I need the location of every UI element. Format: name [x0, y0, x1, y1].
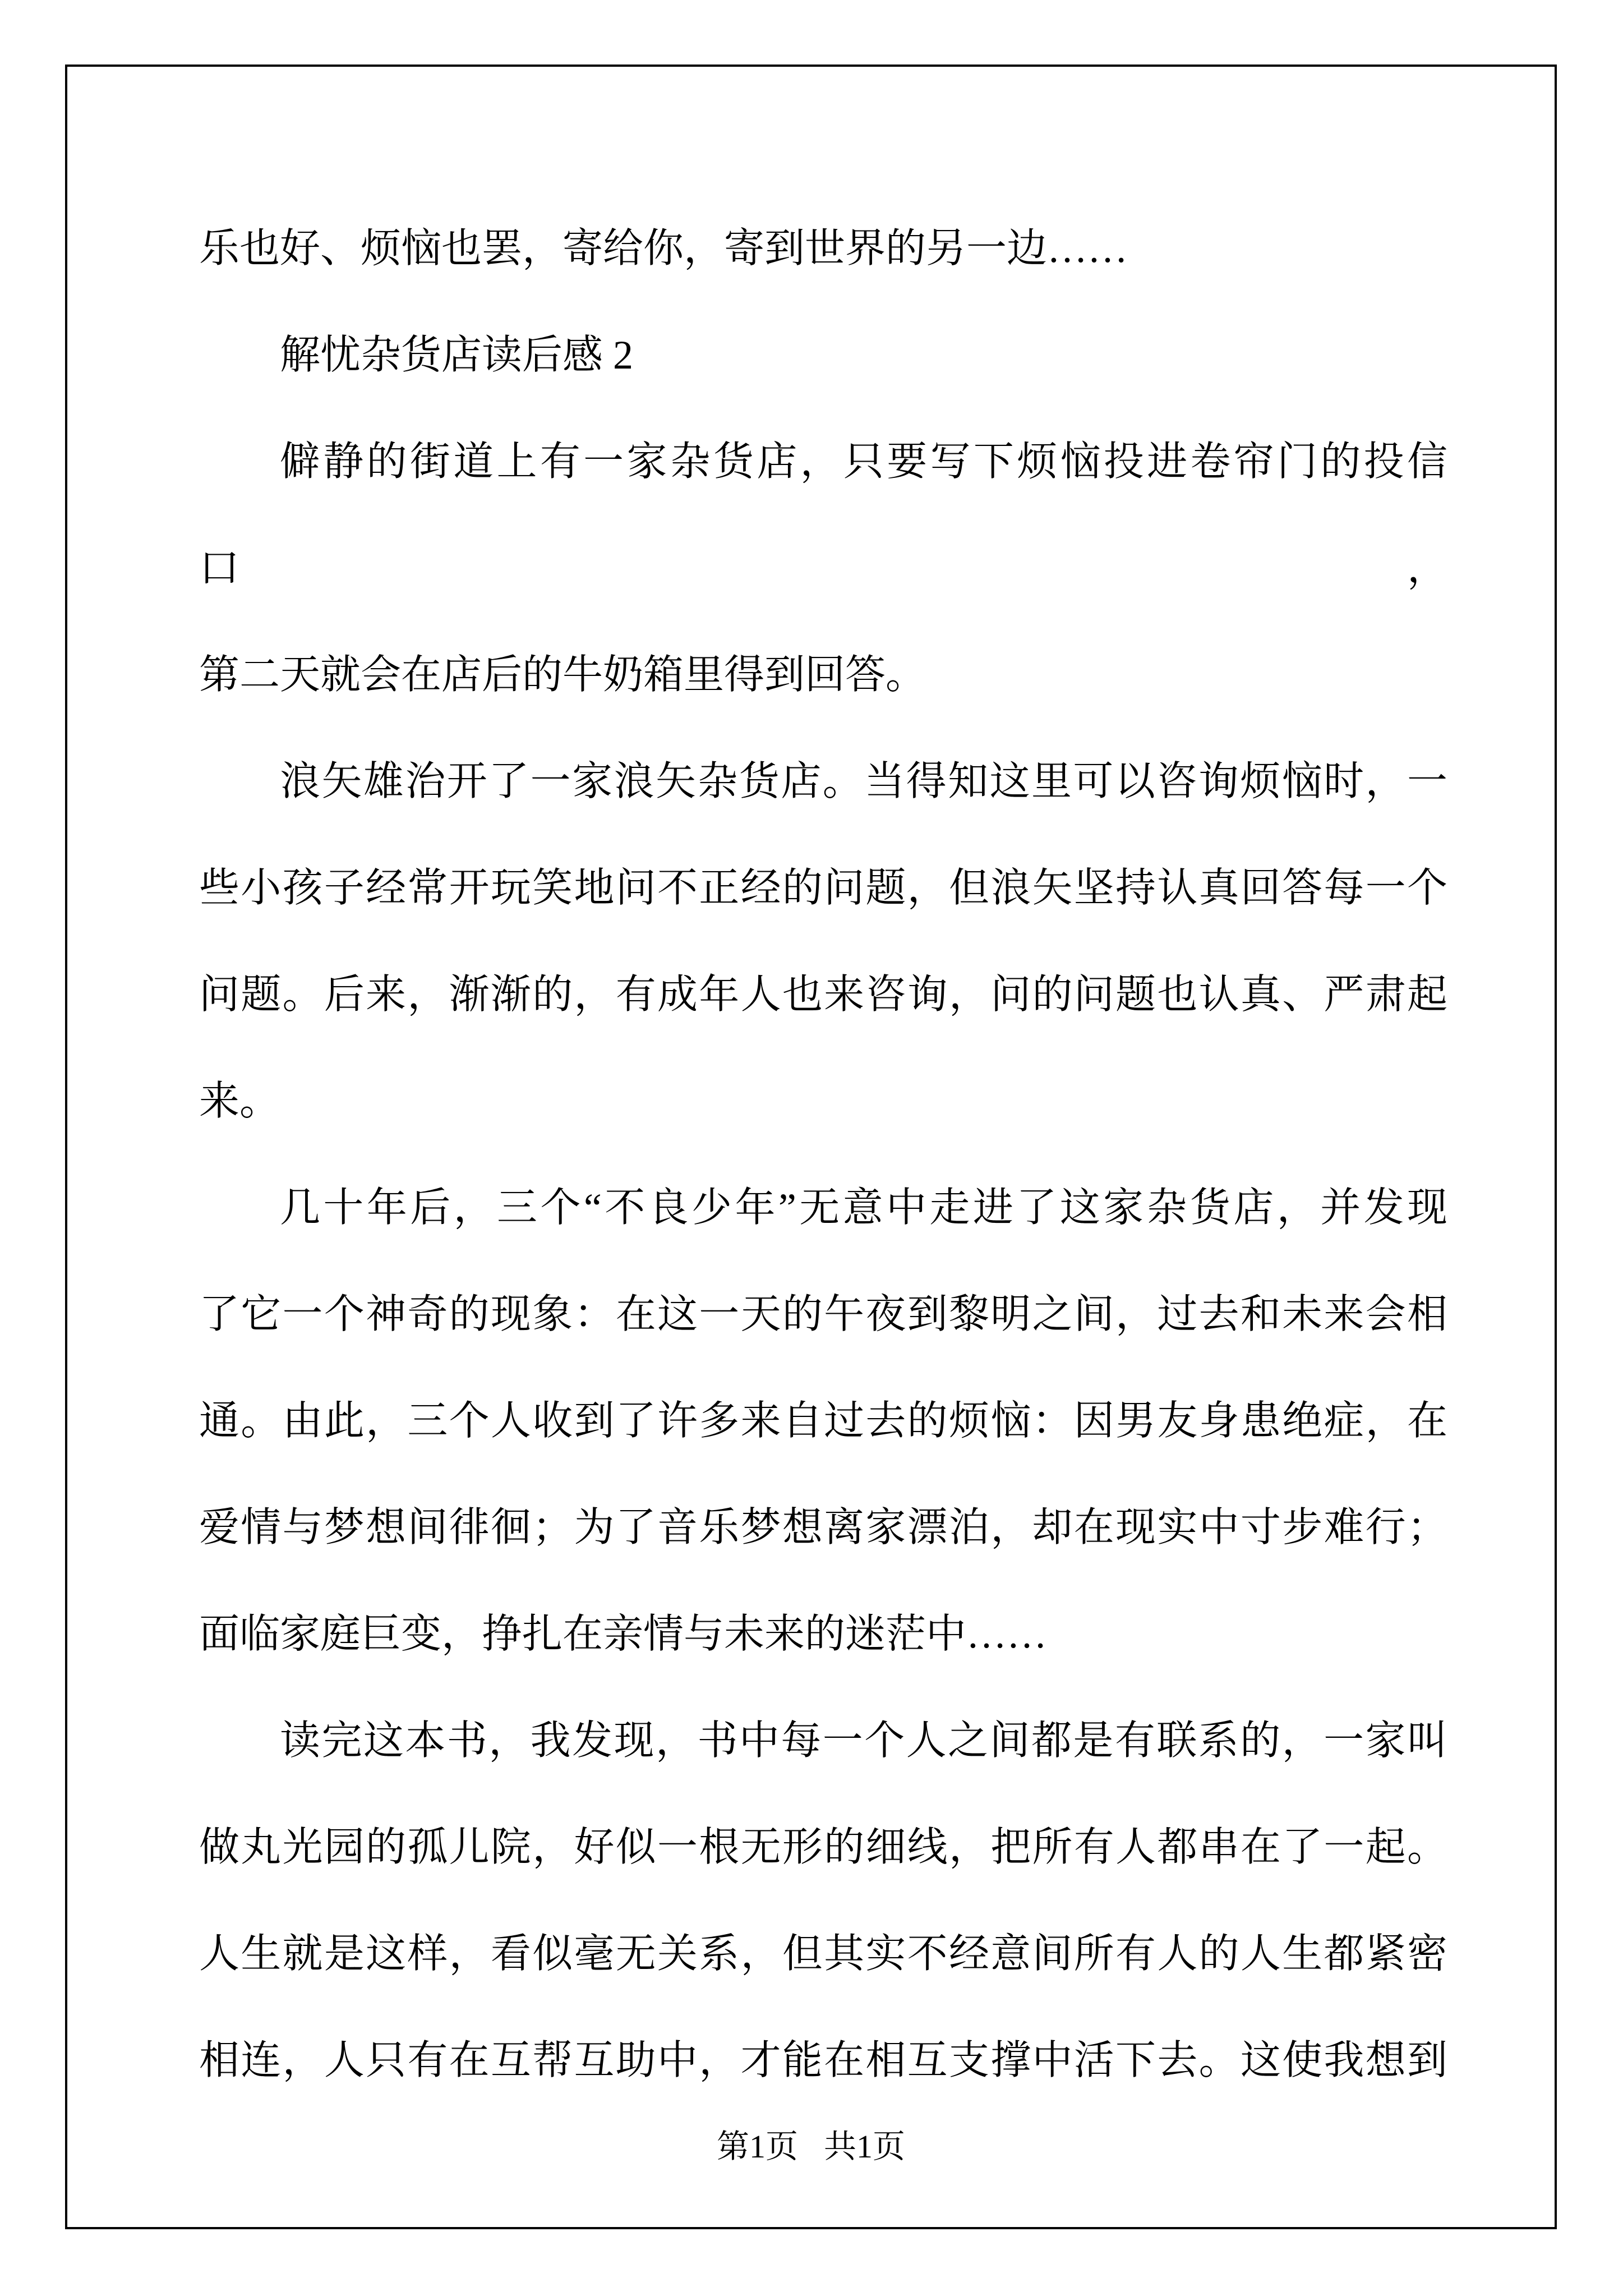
- text-line: 通。由此，三个人收到了许多来自过去的烦恼：因男友身患绝症，在: [199, 1398, 1447, 1443]
- body-text: [199, 195, 1447, 2114]
- text-line: 些小孩子经常开玩笑地问不正经的问题，但浪矢坚持认真回答每一个: [199, 866, 1447, 910]
- text-line: 读完这本书，我发现，书中每一个人之间都是有联系的，一家叫: [280, 1718, 1447, 1763]
- text-line: 相连，人只有在互帮互助中，才能在相互支撑中活下去。这使我想到: [199, 2038, 1447, 2083]
- text-line: 面临家庭巨变，挣扎在亲情与未来的迷茫中……: [199, 1612, 1048, 1657]
- text-line: 第二天就会在店后的牛奶箱里得到回答。: [199, 652, 926, 697]
- page-footer: [65, 2129, 1557, 2164]
- text-line: 来。: [199, 1079, 280, 1124]
- text-line: 了它一个神奇的现象：在这一天的午夜到黎明之间，过去和未来会相: [199, 1292, 1447, 1337]
- text-line: 问题。后来，渐渐的，有成年人也来咨询，问的问题也认真、严肃起: [199, 972, 1447, 1017]
- text-line: 人生就是这样，看似毫无关系，但其实不经意间所有人的人生都紧密: [199, 1931, 1447, 1976]
- text-line: 爱情与梦想间徘徊；为了音乐梦想离家漂泊，却在现实中寸步难行；: [199, 1505, 1447, 1550]
- text-line: 浪矢雄治开了一家浪矢杂货店。当得知这里可以咨询烦恼时，一: [280, 759, 1447, 804]
- text-line: 乐也好、烦恼也罢，寄给你，寄到世界的另一边……: [199, 226, 1128, 271]
- text-line: 僻静的街道上有一家杂货店，只要写下烦恼投进卷帘门的投信口，: [199, 439, 1447, 591]
- text-line: 做丸光园的孤儿院，好似一根无形的细线，把所有人都串在了一起。: [199, 1825, 1447, 1870]
- page-number-label: 第1页: [716, 2128, 798, 2165]
- text-line: 几十年后，三个“不良少年”无意中走进了这家杂货店，并发现: [280, 1185, 1447, 1230]
- page-count-label: 共1页: [824, 2128, 906, 2165]
- text-line: 解忧杂货店读后感 2: [280, 333, 634, 378]
